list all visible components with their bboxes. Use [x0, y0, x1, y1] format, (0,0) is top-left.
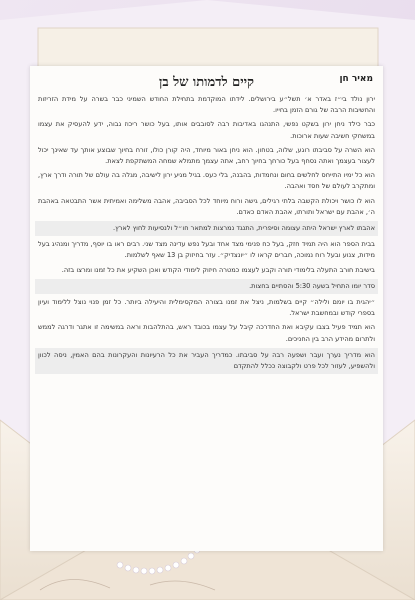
article-header [38, 72, 375, 94]
paragraph: בבית הספר הוא היה תמיד חזק, בעל כח פנימי מצד אחד ובעל נפש עדינה מצד שני. רבים ראו בו יוסף, מדריך ומנהיג בעל מידות, צנוע ובעל רוח נמוכה, חברים קראו לו ״יונצדיק״. עזר בחיזוק בן 13 שאף לשלמות. [38, 240, 375, 260]
author-name: מאיר חן [339, 74, 373, 84]
paragraph: הוא תמיד פעיל בצבו עקיבא ואת החדרכה קיבל על עצמו בכובד ראש, בהתלהבות וראה במשימה זו אתגר ודרגה לממש ולתרום מהידע הרב בין החניכים. [38, 323, 375, 343]
paragraph: בישיבת חורב התעלה בלימודי תורה וקבע לעצמו כמטרה חיזוק לימודי הקודש ואכן השקיע את כל זמנו ומרצו בזה. [61, 265, 375, 274]
paragraph: כבר כילד ניחן ירון בשקט נפשי, התנהגו באדיבות רבה לסובבים אותו, בעל כושר ריכוז גבוה, ידע להעסיק את עצמו במשחקי חשיבה שעות ארוכות. [38, 120, 375, 140]
highlighted-paragraph: סדר יומו התחיל בשעה 5:30 והסתיים בחצות. [35, 279, 378, 294]
paragraph: הוא השרה על סביבתו רוגע, שלוה, בטחון. הוא ניחן באור מיוחד, היה קורן כולו, זורח בחיוך שבוצע אותך עד שאינך יכול לעצור בעצמך ואתה נסחף בעל כורחך בחיוך רחב, אתה עצמך מתמלא שמחה המשתקפת לצאת. [38, 145, 375, 166]
paragraph: הוא לו כושר ויכולת הקשבה בלתי רגילים, גישה ורוח מיוחד לכל הסביבה, אהבה משלימה ואמיתית אשר התבטאה באהבת ה׳, אהבת עם ישראל ותורתו, אהבת האדם כאדם. [38, 196, 375, 216]
highlighted-paragraph: אהבתו לארץ ישראל היתה עצומה וסיפרית, התנגד נמרצות למתאר חו״ל ולנסיעות לחוץ לארץ. [35, 221, 378, 236]
highlighted-paragraph: הוא מדריך נערך ועבר ושפעה רבה על סביבתו. כמדריך העביר את כל הרעיונות והעקרונות בהם האמין, ניסה לכוון ולהשפיע, לעזור לכל פרט ולקבוצה ככלל להתקדם [35, 348, 378, 374]
article-page [30, 66, 383, 551]
paragraph: ירון נולד בי״ז באדר א׳ תשל״ע בירושלים. לידתו המוקדמת בתחילת החודש השמיני כבר בשרה על מידת הזריזות והחשיבות הרבה של גורם הזמן בחייו. [38, 95, 375, 115]
paragraph: ״יהגית בו יומם ולילה״ קיים בשלמות, ניצל את זמנו בצורה המקסימלית והיעילה ביותר. כל זמן פנוי נוצל ללימוד ועיון בספרי קודש ובמחשבת ישראל. [38, 298, 375, 318]
paragraph: הוא כל ימיו התייחס לחלשים בחום ונחמדות, בהבנה, בלי כעס. בגיל מגיע ירון לישיבה, מגלה בה עולם של תורה ודרך ארץ, ומתקרב לעולם של חסד ואהבה. [38, 171, 375, 191]
article-title: קיים לדמותו של בן [159, 75, 254, 90]
